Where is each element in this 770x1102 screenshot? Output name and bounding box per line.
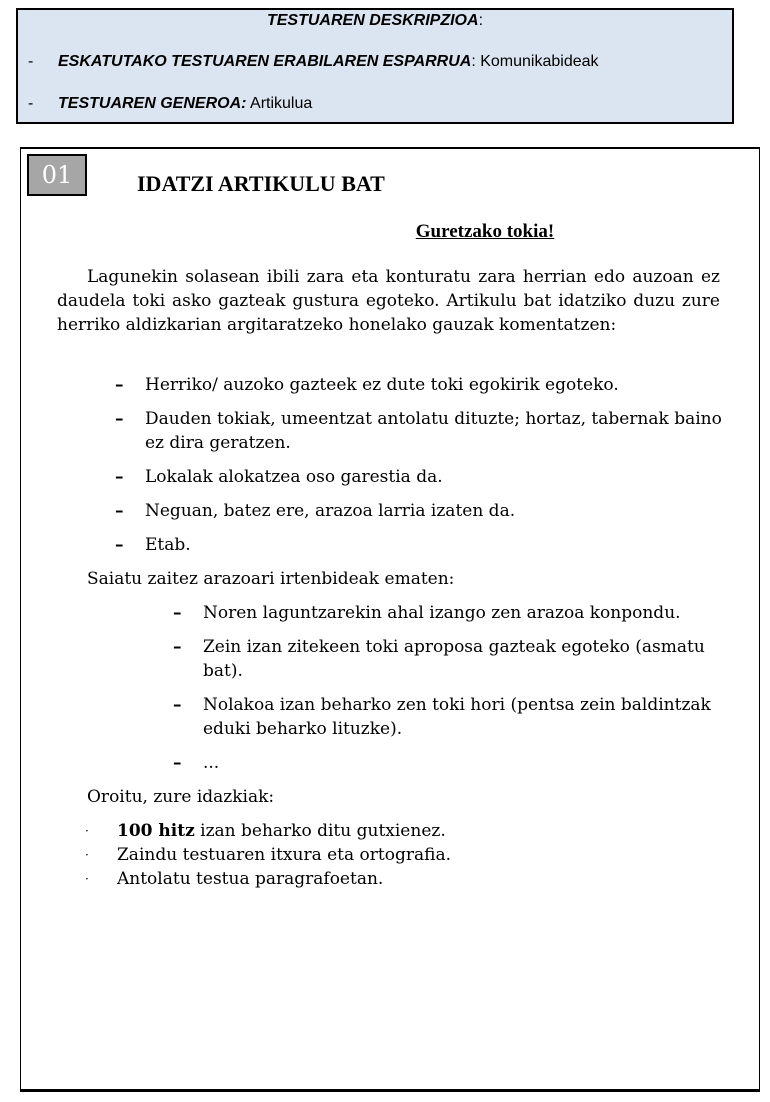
bullet-icon: ·	[85, 824, 89, 838]
dash-icon: –	[115, 409, 124, 429]
task-box	[20, 147, 760, 1092]
bullet-icon: ·	[85, 872, 89, 886]
points-list	[115, 373, 735, 567]
intro-paragraph: Lagunekin solasean ibili zara eta konturatu zara herrian edo auzoan ez daudela toki asko gazteak gustura egoteko. Artikulu bat idatziko duzu zure herriko aldizkarian argitaratzeko honelako gauzak komentatzen:	[57, 267, 720, 335]
list-item: – Herriko/ auzoko gazteek ez dute toki egokirik egoteko.	[115, 375, 619, 395]
list-item: · Zaindu testuaren itxura eta ortografia.	[85, 845, 451, 865]
list-item: – Neguan, batez ere, arazoa larria izaten da.	[115, 501, 516, 521]
dash-icon: –	[173, 753, 182, 773]
dash-icon: –	[115, 501, 124, 521]
article-subtitle: Guretzako tokia!	[415, 221, 555, 242]
usage-scope-label: ESKATUTAKO TESTUAREN ERABILAREN ESPARRUA	[58, 53, 472, 70]
genre-value: Artikulua	[250, 95, 313, 112]
dash-icon: –	[115, 535, 124, 555]
usage-scope-row: - ESKATUTAKO TESTUAREN ERABILAREN ESPARRUA: Komunikabideak	[28, 53, 599, 70]
description-title: TESTUAREN DESKRIPZIOA:	[266, 12, 484, 29]
dash-icon: –	[173, 603, 182, 623]
dash-icon: –	[115, 375, 124, 395]
reminder-list	[85, 819, 451, 891]
dash-icon: –	[173, 695, 182, 715]
usage-scope-value: Komunikabideak	[480, 53, 599, 70]
task-number-badge: 01	[27, 154, 87, 196]
list-item: – Nolakoa izan beharko zen toki hori (pentsa zein baldintzak eduki beharko lituzke).	[173, 695, 711, 739]
list-item: · 100 hitz izan beharko ditu gutxienez.	[85, 821, 446, 841]
dash-icon: –	[173, 637, 182, 657]
genre-label: TESTUAREN GENEROA:	[58, 95, 247, 112]
dash-icon: –	[115, 467, 124, 487]
list-item: – Etab.	[115, 535, 191, 555]
bullet-icon: ·	[85, 848, 89, 862]
list-item: – Zein izan zitekeen toki aproposa gazteak egoteko (asmatu bat).	[173, 637, 705, 681]
task-title: IDATZI ARTIKULU BAT	[137, 171, 385, 196]
list-item: · Antolatu testua paragrafoetan.	[85, 869, 384, 889]
list-item: – Dauden tokiak, umeentzat antolatu dituzte; hortaz, tabernak baino ez dira geratzen.	[115, 409, 722, 453]
solutions-list	[173, 601, 733, 785]
text-description-box	[16, 8, 734, 124]
solutions-intro: Saiatu zaitez arazoari irtenbideak ematen:	[87, 569, 455, 589]
list-item: – ...	[173, 753, 220, 773]
reminder-intro: Oroitu, zure idazkiak:	[87, 787, 275, 807]
list-item: – Noren laguntzarekin ahal izango zen arazoa konpondu.	[173, 603, 681, 623]
genre-row: - TESTUAREN GENEROA: Artikulua	[28, 95, 313, 112]
list-item: – Lokalak alokatzea oso garestia da.	[115, 467, 443, 487]
